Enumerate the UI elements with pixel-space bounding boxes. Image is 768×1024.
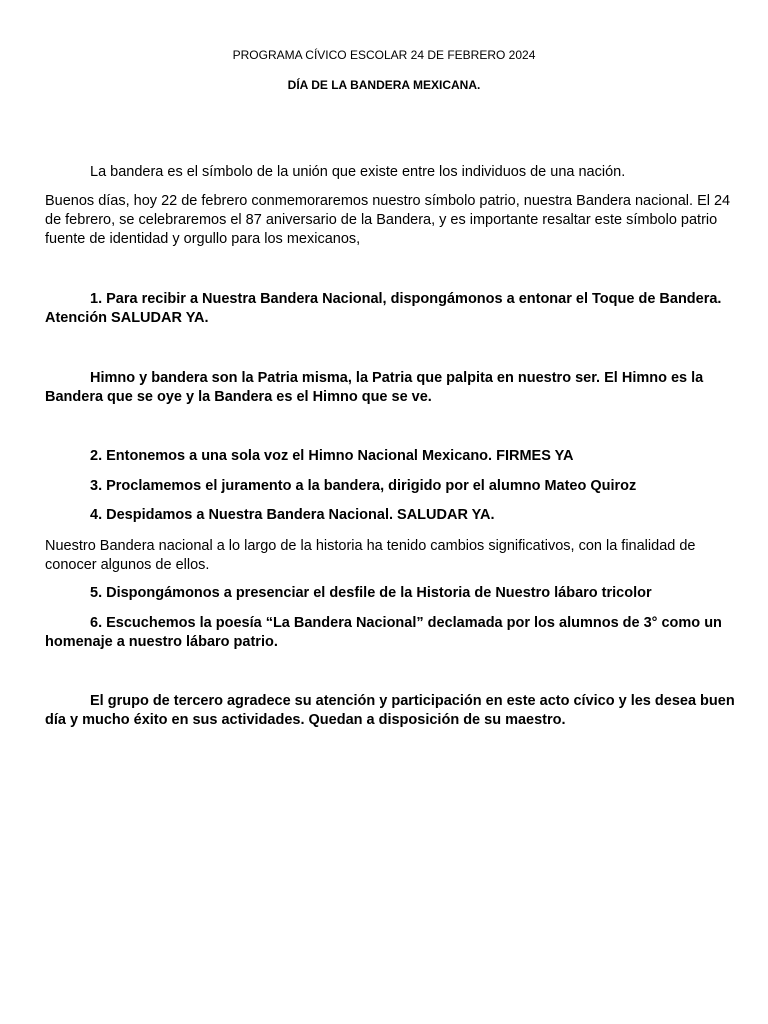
himno-quote-paragraph: Himno y bandera son la Patria misma, la Patria que palpita en nuestro ser. El Himno es la Bandera que se oye y la Bandera es el Himno que se ve. [45,370,704,405]
step-4-paragraph: 4. Despidamos a Nuestra Bandera Nacional. SALUDAR YA. [90,507,495,523]
intro-quote-paragraph: La bandera es el símbolo de la unión que existe entre los individuos de una nación. [90,164,626,180]
greeting-paragraph: Buenos días, hoy 22 de febrero conmemoraremos nuestro símbolo patrio, nuestra Bandera nacional. El 24 de febrero, se celebraremos el 87 aniversario de la Bandera, y es importante resaltar este símbolo patrio fuente de identidad y orgullo para los mexicanos, [45,193,731,247]
closing-paragraph: El grupo de tercero agradece su atención y participación en este acto cívico y les desea buen día y mucho éxito en sus actividades. Quedan a disposición de su maestro. [45,693,735,728]
history-note-paragraph: Nuestro Bandera nacional a lo largo de la historia ha tenido cambios significativos, con la finalidad de conocer algunos de ellos. [45,538,696,573]
step-1-paragraph: 1. Para recibir a Nuestra Bandera Nacional, dispongámonos a entonar el Toque de Bandera. Atención SALUDAR YA. [45,291,722,326]
step-3-paragraph: 3. Proclamemos el juramento a la bandera, dirigido por el alumno Mateo Quiroz [90,478,637,494]
step-6-paragraph: 6. Escuchemos la poesía “La Bandera Nacional” declamada por los alumnos de 3° como un homenaje a nuestro lábaro patrio. [45,615,722,650]
step-5-paragraph: 5. Dispongámonos a presenciar el desfile de la Historia de Nuestro lábaro tricolor [90,585,652,601]
program-title: PROGRAMA CÍVICO ESCOLAR 24 DE FEBRERO 2024 [232,48,536,62]
program-subtitle: DÍA DE LA BANDERA MEXICANA. [287,78,481,92]
step-2-paragraph: 2. Entonemos a una sola voz el Himno Nacional Mexicano. FIRMES YA [90,448,574,464]
